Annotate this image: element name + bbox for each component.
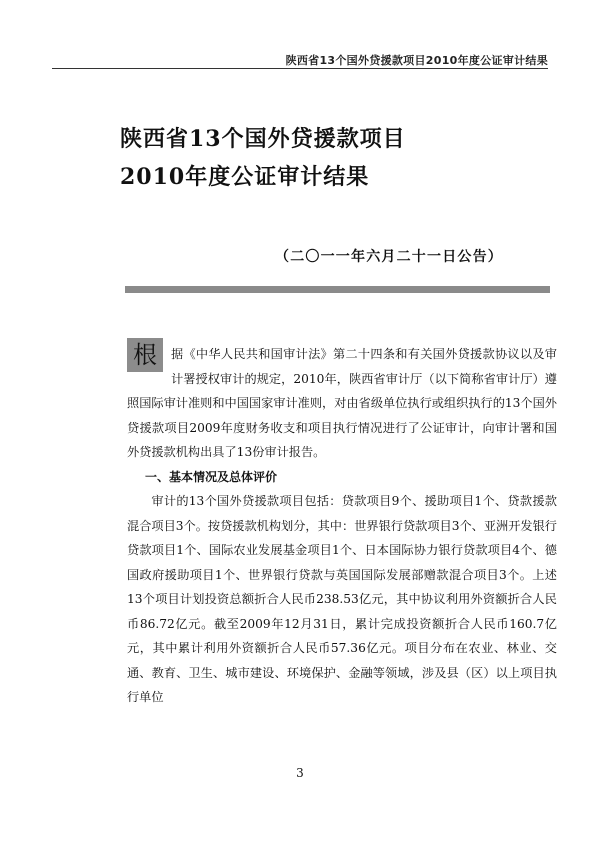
dropcap: 根 [127, 338, 163, 372]
decorative-gray-bar [125, 286, 550, 293]
announcement-date: （二〇一一年六月二十一日公告） [275, 249, 503, 265]
title-line-1: 陕西省13个国外贷援款项目 [120, 126, 406, 152]
section-heading-1: 一、基本情况及总体评价 [145, 469, 278, 484]
title-line-2: 2010年度公证审计结果 [120, 164, 370, 190]
header-rule [52, 68, 548, 69]
intro-text: 据《中华人民共和国审计法》第二十四条和有关国外贷援款协议以及审计署授权审计的规定，2010年，陕西省审计厅（以下简称省审计厅）遵照国际审计准则和中国国家审计准则，对由省级单位执行或组织执行的13个国外贷援款项目2009年度财务收支和项目执行情况进行了公证审计，向审计署和国外贷援款机构出具了13份审计报告。 [127, 347, 557, 459]
section-1-paragraph: 审计的13个国外贷援款项目包括：贷款项目9个、援助项目1个、贷款援款混合项目3个。按贷援款机构划分，其中：世界银行贷款项目3个、亚洲开发银行贷款项目1个、国际农业发展基金项目1个、日本国际协力银行贷款项目4个、德国政府援助项目1个、世界银行贷款与英国国际发展部赠款混合项目3个。上述13个项目计划投资总额折合人民币238.53亿元，其中协议利用外资额折合人民币86.72亿元。截至2009年12月31日，累计完成投资额折合人民币160.7亿元，其中累计利用外资额折合人民币57.36亿元。项目分布在农业、林业、交通、教育、卫生、城市建设、环境保护、金融等领域，涉及县（区）以上项目执行单位 [127, 494, 557, 704]
page-title [120, 120, 406, 196]
running-header: 陕西省13个国外贷援款项目2010年度公证审计结果 [285, 54, 548, 67]
page-number: 3 [296, 766, 304, 780]
body-text [127, 342, 557, 710]
intro-paragraph [127, 342, 557, 465]
